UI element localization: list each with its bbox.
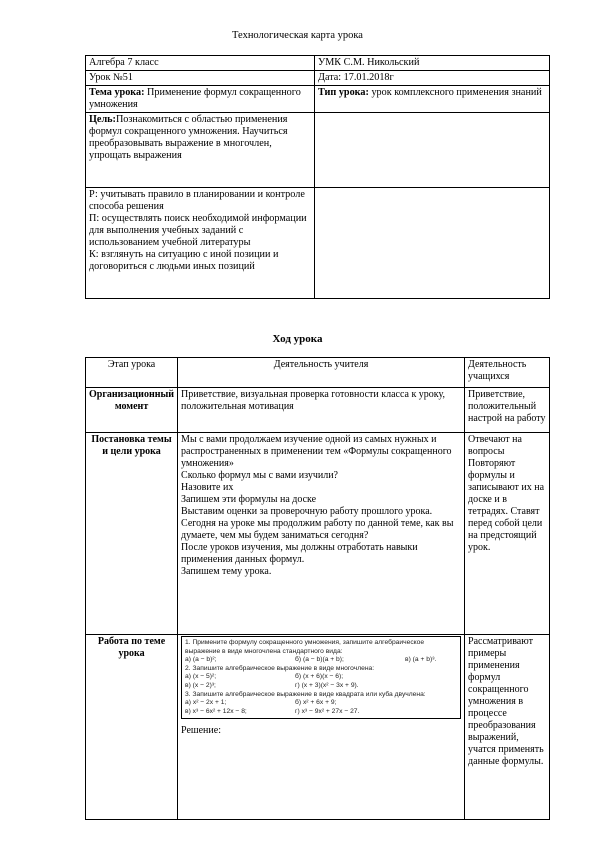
task-3a: а) x² − 2x + 1; [185,699,227,707]
goal-empty-cell [315,113,550,188]
goal-label: Цель: [89,114,116,125]
uud-cell [86,188,315,299]
goal-text: Познакомиться с областью применения формул сокращенного умножения. Научиться преобразовывать выражение в многочлен, упрощать выражения [89,114,288,161]
course-table [85,357,550,820]
task-3: 3. Запишите алгебраическое выражение в виде квадрата или куба двучлена: [185,690,426,698]
task-2a: а) (x − 5)²; [185,673,217,681]
teacher-line: Назовите их [181,482,234,493]
goal-cell [86,113,315,188]
type-text: урок комплексного применения знаний [368,87,542,98]
task-2b: б) (x + 6)(x − 6); [295,673,344,681]
task-1b: б) (a − b)(a + b); [295,656,344,664]
task-3d: г) x³ − 9x² + 27x − 27. [295,707,360,715]
teacher-line: Сколько формул мы с вами изучили? [181,470,338,481]
teacher-line: Запишем эти формулы на доске [181,494,317,505]
teacher-activity: Приветствие, визуальная проверка готовности класса к уроку, положительная мотивация [178,388,465,433]
teacher-line: Сегодня на уроке мы продолжим работу по данной теме, как вы думаете, чем мы будем заниматься сегодня? [181,518,454,541]
teacher-activity [178,635,465,820]
student-activity: Рассматривают примеры применения формул сокращенного умножения в процессе преобразования выражений, учатся применять данные формулы. [465,635,550,820]
info-table [85,55,550,299]
task-2d: г) (x + 3)(x² − 3x + 9). [295,681,359,689]
topic-label: Тема урока: [89,87,145,98]
stage-cell: Постановка темы и цели урока [86,433,178,635]
topic-cell [86,86,315,113]
document-title: Технологическая карта урока [232,30,363,41]
tasks-image [181,636,461,719]
date-cell: Дата: 17.01.2018г [315,71,550,86]
task-1a: а) (a − b)²; [185,656,217,664]
teacher-line: Запишем тему урока. [181,566,272,577]
student-activity: Отвечают на вопросы Повторяют формулы и записывают их на доске и в тетрадях. Ставят перед собой цели на предстоящий урок. [465,433,550,635]
subject-cell: Алгебра 7 класс [86,56,315,71]
solution-label: Решение: [181,725,221,737]
course-title: Ход урока [272,333,323,345]
lesson-number-cell: Урок №51 [86,71,315,86]
task-2c: в) (x − 2)³; [185,681,216,689]
task-3c: в) x³ − 6x² + 12x − 8; [185,707,247,715]
stage-cell: Работа по теме урока [86,635,178,820]
task-1c: в) (a + b)³. [405,656,437,664]
header-student: Деятельность учащихся [465,358,550,388]
teacher-line: Выставим оценки за проверочную работу прошлого урока. [181,506,433,517]
teacher-line: Мы с вами продолжаем изучение одной из самых нужных и распространенных в применении тем «Формулы сокращенного умножения» [181,434,452,469]
uud-empty-cell [315,188,550,299]
type-label: Тип урока: [318,87,369,98]
uud-regulative: Р: учитывать правило в планировании и контроле способа решения [89,189,305,212]
uud-communicative: К: взглянуть на ситуацию с иной позиции и договориться с людьми иных позиций [89,249,279,272]
student-activity: Приветствие, положительный настрой на работу [465,388,550,433]
header-teacher: Деятельность учителя [178,358,465,388]
type-cell [315,86,550,113]
stage-cell: Организационный момент [86,388,178,433]
teacher-line: После уроков изучения, мы должны отработать навыки применения данных формул. [181,542,418,565]
umk-cell: УМК С.М. Никольский [315,56,550,71]
teacher-activity [178,433,465,635]
header-stage: Этап урока [86,358,178,388]
topic-text: Применение формул сокращенного умножения [89,87,301,110]
task-1: 1. Примените формулу сокращенного умножения, запишите алгебраическое выражение в виде многочлена стандартного вида: [185,639,425,655]
task-3b: б) x² + 6x + 9; [295,699,337,707]
uud-cognitive: П: осуществлять поиск необходимой информации для выполнения учебных заданий с использованием учебной литературы [89,213,307,248]
task-2: 2. Запишите алгебраическое выражение в виде многочлена: [185,664,375,672]
